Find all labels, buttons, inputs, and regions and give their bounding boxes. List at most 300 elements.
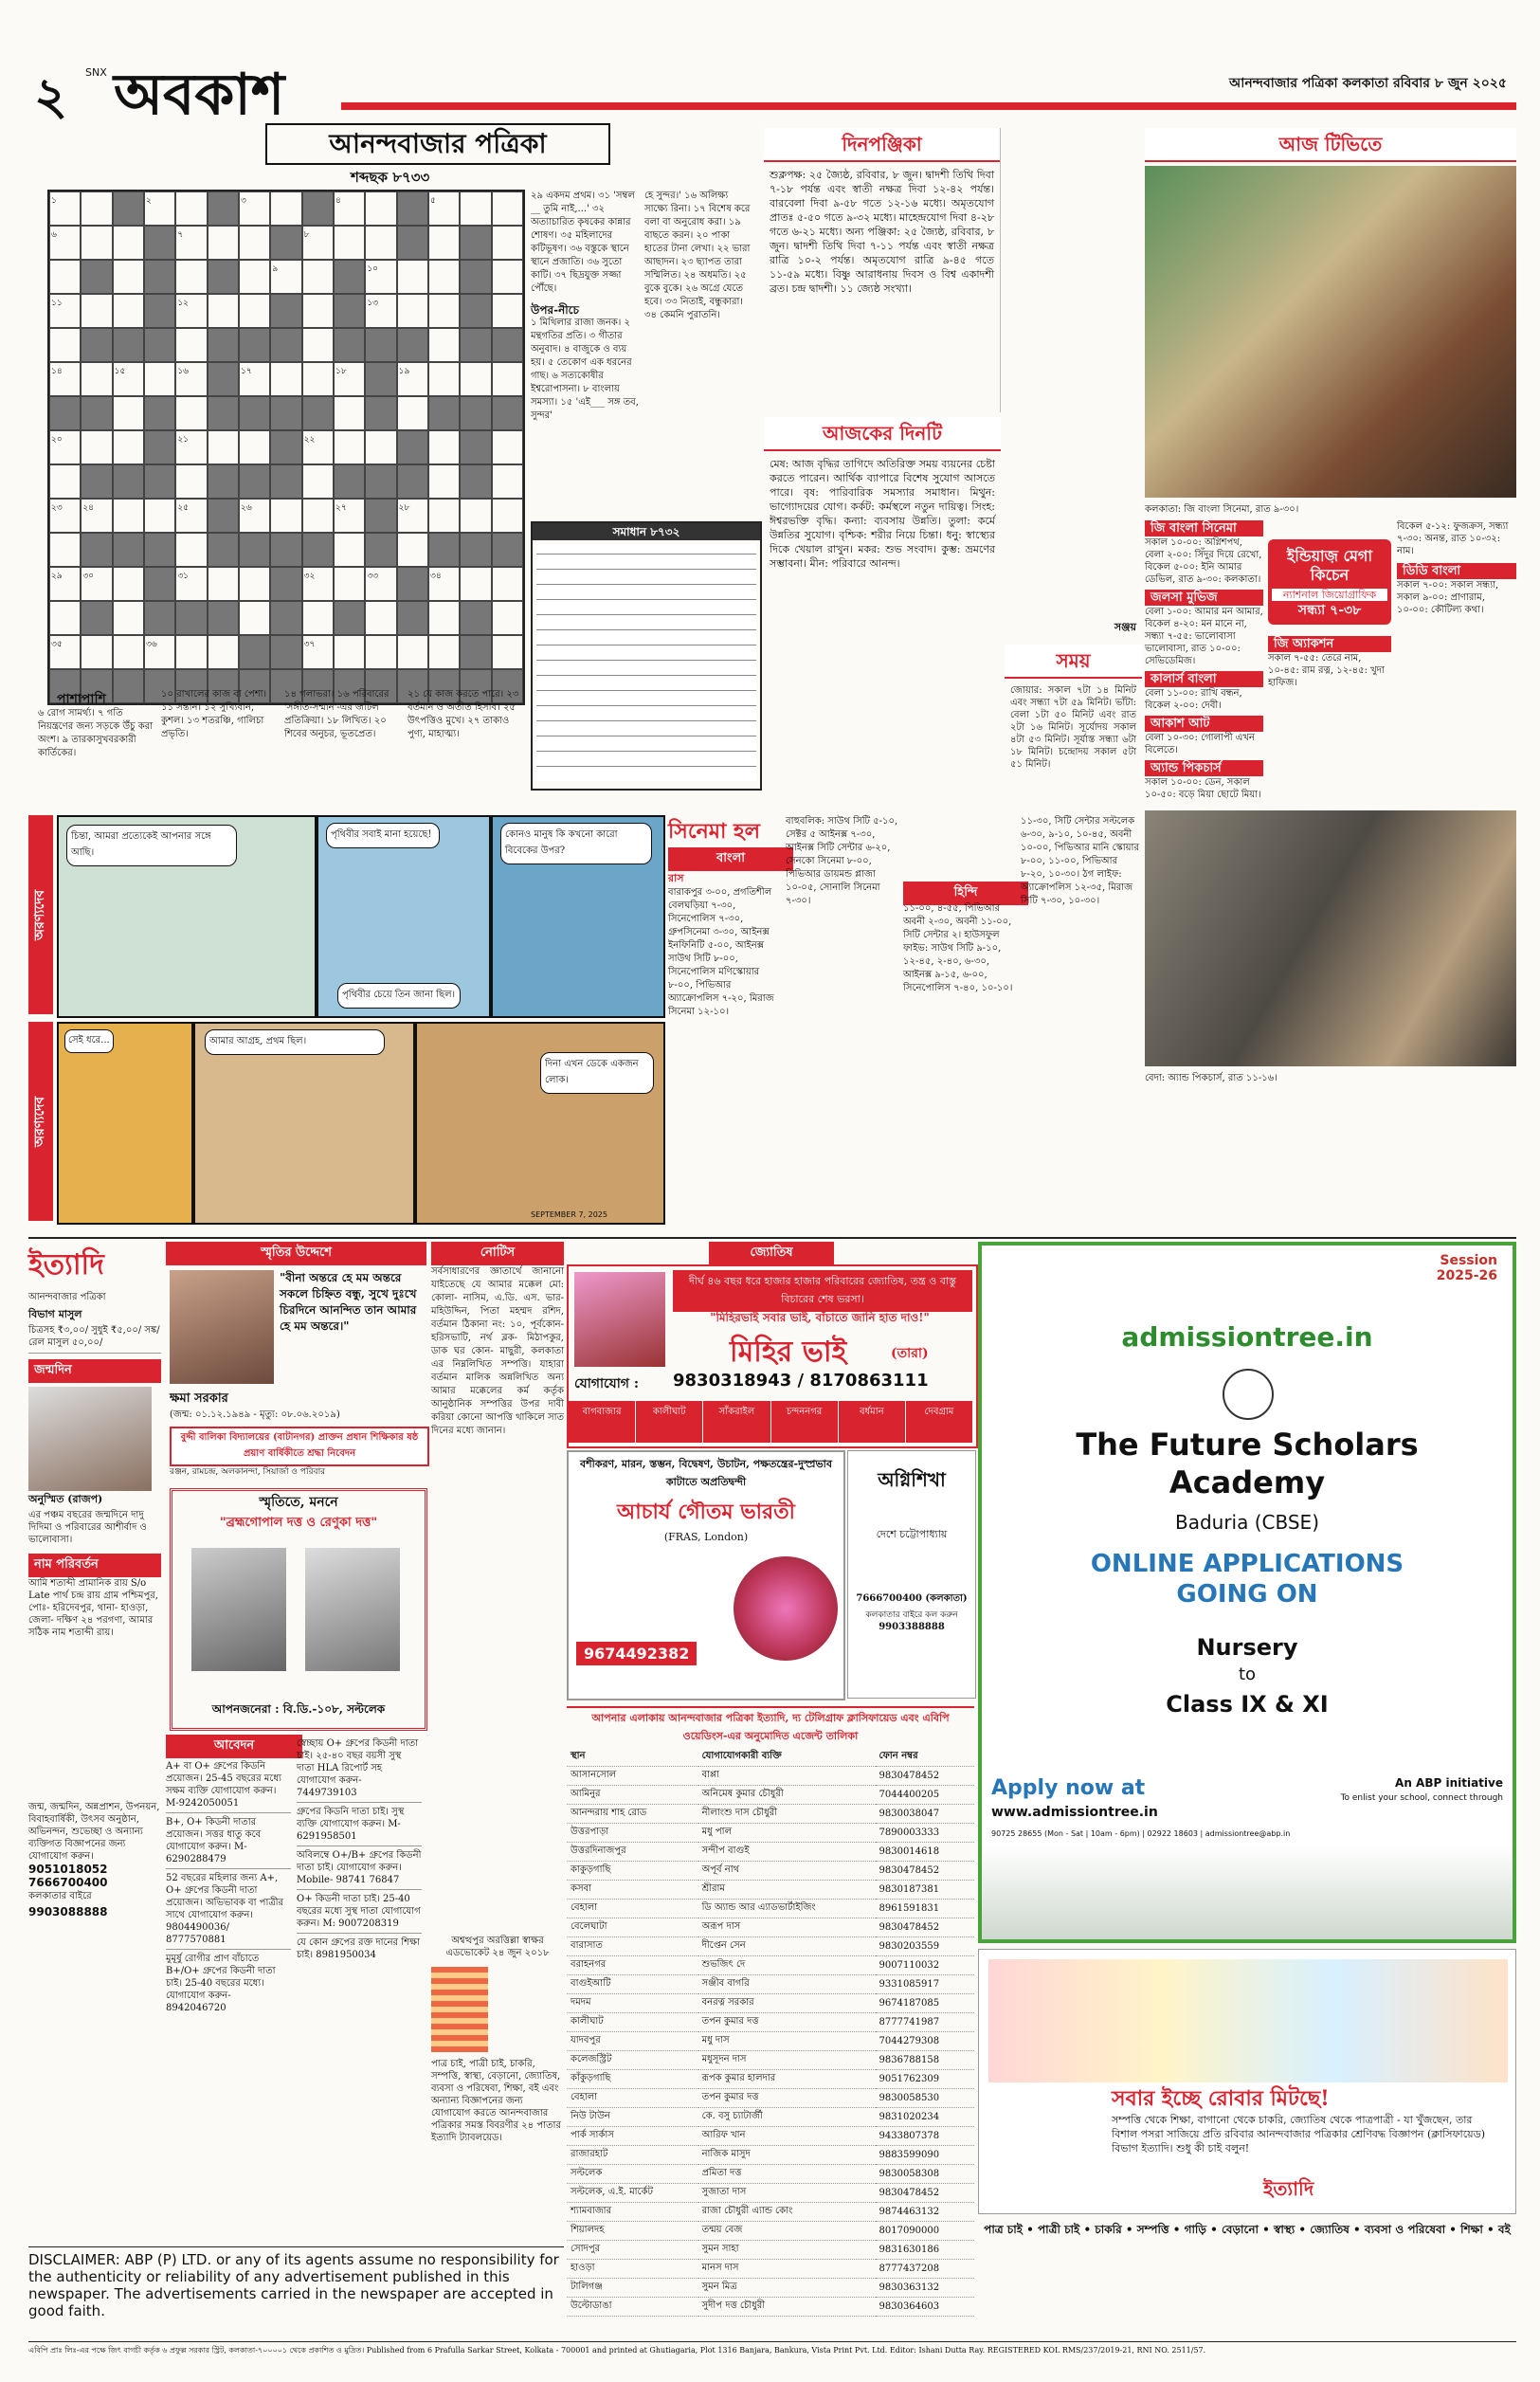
phone-1: 9051018052 bbox=[28, 1863, 108, 1876]
agni-name: দেশে চট্টোপাধ্যায় bbox=[876, 1528, 948, 1540]
comic-date: SEPTEMBER 7, 2025 bbox=[531, 1210, 607, 1219]
online-apps: ONLINE APPLICATIONS GOING ON bbox=[1090, 1550, 1404, 1609]
comic-bubble-6: আমার আগ্রহ, প্রথম ছিল। bbox=[205, 1029, 385, 1055]
wish-ityadi: ইত্যাদি bbox=[1263, 2177, 1314, 2200]
ch-colors-bangla: কালার্স বাংলা bbox=[1145, 671, 1263, 687]
smriti-photo bbox=[170, 1270, 274, 1384]
ch2-text: বেলা ১-০০: আমার মন আমার, বিকেল ৪-২০: মন মানে না, সন্ধ্যা ৭-৫৫: ভালোবাসা ভালোবাসা, রাত ১০-০০: সেভিডেমিজ। bbox=[1145, 607, 1263, 666]
agent-place: বরাহনগর bbox=[567, 1956, 698, 1975]
agni-contact-2: কলকাতার বাইরে কল করুন bbox=[865, 1610, 958, 1620]
agent-place: সল্টলেক bbox=[567, 2165, 698, 2184]
smriti2-photo-1 bbox=[191, 1548, 286, 1671]
agent-phone: 9674187085 bbox=[876, 1994, 975, 2013]
school-name: The Future Scholars Academy bbox=[1076, 1427, 1419, 1500]
agent-place: টালিগঞ্জ bbox=[567, 2279, 698, 2298]
agent-person: তন্ময় বেজ bbox=[698, 2222, 876, 2241]
tv-title: আজ টিভিতে bbox=[1145, 128, 1516, 162]
agent-table bbox=[567, 1748, 974, 2317]
agent-row bbox=[567, 2165, 974, 2184]
rashifal-right bbox=[1005, 128, 1142, 640]
comic-bubble-7: দিনা এখন ডেকে একজন লোক। bbox=[540, 1052, 654, 1094]
classified-bar: পাত্র চাই • পাত্রী চাই • চাকরি • সম্পত্তি • গাড়ি • বেড়ানো • স্বাস্থ্য • জ্যোতিষ • ব্যবসা ও পরিষেবা • শিক্ষা • বই bbox=[984, 2223, 1511, 2236]
agent-phone: 9831020234 bbox=[876, 2108, 975, 2127]
agent-person: শ্রীরাম bbox=[698, 1881, 876, 1900]
smriti2-footer: আপনজনেরা : বি.ডি.-১০৮, সল্টলেক bbox=[211, 1702, 386, 1716]
agent-place: আসানসোল bbox=[567, 1767, 698, 1786]
agent-place: পার্ক সার্কাস bbox=[567, 2127, 698, 2146]
agent-place: বেলেঘাটা bbox=[567, 1918, 698, 1937]
agent-place: যাদবপুর bbox=[567, 2032, 698, 2051]
agent-row bbox=[567, 2222, 974, 2241]
wish-text: সম্পত্তি থেকে শিক্ষা, বাগানো থেকে চাকরি, জ্যোতিষ থেকে পাত্রপাত্রী - যা খুঁজছেন, তার বিশাল পসরা সাজিয়ে প্রতি রবিবার আনন্দবাজার পত্রিকার শ্রেণিবদ্ধ বিজ্ঞাপন (ক্লাসিফায়েড) বিভাগ ইত্যাদি। শুধু কী চাই বলুন! bbox=[1112, 2114, 1485, 2155]
gautam-title: আচার্য গৌতম ভারতী bbox=[617, 1500, 795, 1524]
col-head: স্থান bbox=[567, 1748, 698, 1767]
agent-phone: 9830478452 bbox=[876, 1862, 975, 1881]
agent-phone: 9830478452 bbox=[876, 1918, 975, 1937]
agent-row bbox=[567, 2184, 974, 2203]
school-place: Baduria (CBSE) bbox=[1174, 1511, 1319, 1534]
contacts-text: জন্ম, জন্মদিন, অন্নপ্রাশন, উপনয়ন, বিবাহবার্ষিকী, উৎসব অনুষ্ঠান, অভিনন্দন, শুভেচ্ছা ও অন্যান্য ব্যক্তিগত বিজ্ঞাপনের জন্য যোগাযোগ করুন। bbox=[28, 1802, 160, 1862]
agent-row bbox=[567, 1843, 974, 1862]
panjika-title: দিনপঞ্জিকা bbox=[764, 128, 1000, 162]
place: চন্দননগর bbox=[771, 1401, 839, 1443]
wish-title: সবার ইচ্ছে রোবার মিটছে! bbox=[1112, 2086, 1330, 2111]
agent-person: বাপ্পা bbox=[698, 1767, 876, 1786]
agent-phone: 8017090000 bbox=[876, 2222, 975, 2241]
agni-contact-1: 7666700400 (কলকাতা) bbox=[856, 1593, 968, 1604]
agent-place: বেহালা bbox=[567, 1900, 698, 1918]
ityadi-abp: আনন্দবাজার পত্রিকা bbox=[28, 1292, 106, 1302]
agent-row bbox=[567, 2089, 974, 2108]
ch7-text: সকাল ৭-০০: সকাল সন্ধ্যা, সকাল ৯-০০: প্রাণারাম, ১০-০০: কৌটিল্য কথা। bbox=[1397, 580, 1499, 615]
gautam-sub: (FRAS, London) bbox=[663, 1531, 749, 1543]
comic-bubble-1: চিন্তা, আমরা প্রত্যেকেই আপনার সঙ্গে আছি। bbox=[66, 825, 237, 866]
cinema-title: সিনেমা হল bbox=[668, 819, 761, 844]
agent-row bbox=[567, 1824, 974, 1843]
agent-phone: 9007110032 bbox=[876, 1956, 975, 1975]
smriti-family: রঞ্জন, রামচন্দ্র, অলকানন্দা, সিয়ার্জা ও পরিবার bbox=[170, 1467, 326, 1477]
notice-column bbox=[431, 1242, 564, 2237]
agent-person: মধু দাস bbox=[698, 2032, 876, 2051]
agent-row bbox=[567, 2260, 974, 2279]
mihir-places bbox=[569, 1401, 972, 1443]
ityadi-logo: ইত্যাদি bbox=[28, 1248, 104, 1282]
agent-phone: 9331085917 bbox=[876, 1975, 975, 1994]
agent-place: কাকুড়গাছি bbox=[567, 1862, 698, 1881]
agent-person: নাজিক মাসুদ bbox=[698, 2146, 876, 2165]
cinema-box bbox=[668, 815, 1142, 1223]
abp-sub: To enlist your school, connect through bbox=[1340, 1793, 1503, 1803]
comic-bubble-3: কোনও মানুষ কি কখনো কারো বিবেকের উপর? bbox=[500, 823, 652, 864]
agent-place: আমিনুর bbox=[567, 1786, 698, 1805]
smriti-banner: বুদ্দী বালিকা বিদ্যালয়ের (বাটানগর) প্রাক্তন প্রধান শিক্ষিকার ষষ্ঠ প্রয়াণ বার্ষিকীতে শ্রদ্ধা নিবেদন bbox=[170, 1427, 429, 1466]
agent-list bbox=[567, 1706, 974, 2312]
agent-person: কে. বসু চ্যাটার্জী bbox=[698, 2108, 876, 2127]
agent-place: কলেজস্ট্রিট bbox=[567, 2051, 698, 2070]
imprint: এবিপি প্রাঃ লিঃ-এর পক্ষে জিৎ বাগচী কর্তৃক ৬ প্রফুল্ল সরকার স্ট্রিট, কলকাতা-৭০০০০১ থেকে প্রকাশিত ও মুদ্রিত। Published from 6 Prafulla Sarkar Street, Kolkata - 700001 and printed at Ghutiagaria, Plot 1316 Banjara, Bankura, Vista Print Pvt. Ltd. Editor: Ishani Dutta Ray. REGISTERED KOL RMS/237/2019-21, RNI NO. 2511/57. bbox=[28, 2341, 1516, 2372]
ch3-text: বেলা ১১-০০: রাখি বন্ধন, বিকেল ২-০০: দেবী। bbox=[1145, 688, 1242, 711]
gautam-ad bbox=[567, 1450, 845, 1700]
promo-box bbox=[1268, 539, 1391, 625]
ch4-text: বেলা ১০-৩০: গোলাপী এখন বিলেতে। bbox=[1145, 733, 1255, 755]
agent-phone: 9830014618 bbox=[876, 1843, 975, 1862]
agent-person: মানস দাস bbox=[698, 2260, 876, 2279]
smriti2-names: "ব্রহ্মগোপাল দত্ত ও রেণুকা দত্ত" bbox=[219, 1516, 378, 1530]
mihir-banner-1: দীর্ঘ ৪৬ বছর ধরে হাজার হাজার পরিবারের জ্যোতিষ, তন্ত্র ও বাস্তু বিচারের শেষ ভরসা। bbox=[673, 1270, 972, 1312]
abedan2-item: স্বেচ্ছায় O+ গ্রুপের কিডনী দাতা চাই। ২৫-৪০ বছর বয়সী সুস্থ দাতা HLA রিপোর্ট সহ যোগাযোগ করুন- 7449739103 bbox=[297, 1735, 422, 1803]
agent-phone: 8777741987 bbox=[876, 2013, 975, 2032]
place: দেবগ্রাম bbox=[906, 1401, 972, 1443]
jyotish-column bbox=[567, 1242, 974, 2312]
agent-person: সঞ্জীব বাগরি bbox=[698, 1975, 876, 1994]
comic-panel-5 bbox=[193, 1022, 415, 1225]
agent-person: অনিমেষ কুমার চৌধুরী bbox=[698, 1786, 876, 1805]
agnishikha-ad bbox=[847, 1450, 976, 1699]
agent-person: সুদীপ দত্ত চৌধুরী bbox=[698, 2298, 876, 2317]
masthead-rule bbox=[341, 102, 1516, 110]
footer-bar-left: পাত্র চাই, পাত্রী চাই, চাকরি, সম্পত্তি, স্বাস্থ্য, বেড়ানো, জ্যোতিষ, ব্যবসা ও পরিষেবা, শিক্ষা, বই এবং অন্যান্য বিজ্ঞাপনের জন্য যোগাযোগ করতে আনন্দবাজার পত্রিকার সমস্ত বিবরণীর ২৪ পাতার ইত্যাদি ট্যাবলয়েড। bbox=[431, 2059, 561, 2143]
comic-strip bbox=[28, 815, 663, 1223]
agent-phone: 8777437208 bbox=[876, 2260, 975, 2279]
admission-session: Session 2025-26 bbox=[1436, 1253, 1497, 1283]
cinema-bangla: বাংলা bbox=[668, 847, 793, 871]
comic-panel-4 bbox=[57, 1022, 193, 1225]
agent-phone: 7044279308 bbox=[876, 2032, 975, 2051]
agent-person: তপন কুমার দত্ত bbox=[698, 2013, 876, 2032]
ch-zee-bangla-cinema: জি বাংলা সিনেমা bbox=[1145, 520, 1263, 536]
agent-phone: 9051762309 bbox=[876, 2070, 975, 2089]
rashifal-text: মেষ: আজ বৃদ্ধির তাগিদে অতিরিক্ত সময় ব্যয়নের চেষ্টা করতে পারেন। আর্থিক ব্যাপারে বিশেষ সুযোগ আসতে পারে। বৃষ: পারিবারিক সমস্যার সমাধান। মিথুন: ভাগ্যোদয়ের যোগ। কর্কট: কর্মস্থলে নতুন দায়িত্ব। সিংহ: ঈশ্বরভক্তি বৃদ্ধি। কন্যা: ব্যবসায় উন্নতি। তুলা: কর্মে উন্নতির সুযোগ। বৃশ্চিক: শরীর নিয়ে চিন্তা। ধনু: স্বাস্থ্যের দিকে খেয়াল রাখুন। মকর: শুভ সংবাদ। কুম্ভ: ভ্রমণের সম্ভাবনা। মীন: পরিবারে আনন্দ। bbox=[770, 458, 995, 570]
gautam-text: বশীকরণ, মারন, স্তম্ভন, বিদ্বেষণ, উচাটন, পক্ষতন্ত্রের-দুস্প্রভাব কাটাতে অপ্রতিদ্বন্দী bbox=[580, 1458, 832, 1488]
agent-row bbox=[567, 2146, 974, 2165]
agent-person: তপন কুমার দত্ত bbox=[698, 2089, 876, 2108]
place: সাঁকরাইল bbox=[703, 1401, 770, 1443]
agent-phone: 9830364603 bbox=[876, 2298, 975, 2317]
place: বাগবাজার bbox=[569, 1401, 636, 1443]
abedan-list bbox=[166, 1757, 291, 2017]
abedan2-item: O+ কিডনী দাতা চাই। 25-40 বছরের মধ্যে সুস্থ দাতা যোগাযোগ করুন। M: 9007208319 bbox=[297, 1890, 422, 1934]
birthday-photo bbox=[28, 1387, 152, 1491]
agent-phone: 7890003333 bbox=[876, 1824, 975, 1843]
agent-person: সুজাতা দাস bbox=[698, 2184, 876, 2203]
agent-phone: 9830478452 bbox=[876, 2184, 975, 2203]
phone-3: কলকাতার বাইরে bbox=[28, 1891, 92, 1901]
cinema-hindi: হিন্দি bbox=[903, 882, 1028, 905]
panjika-text: শুক্লপক্ষ: ২৫ জ্যৈষ্ঠ, রবিবার, ৮ জুন। দ্বাদশী তিথি দিবা ৭-১৮ পর্যন্ত এবং স্বাতী নক্ষত্র দিবা ১২-৪২ পর্যন্ত। বারবেলা দিবা ৯-৫৮ গতে ১২-১৬ মধ্যে। অমৃতযোগ প্রাতঃ ৫-৫০ গতে ৯-৩২ মধ্যে। মাহেন্দ্রযোগ দিবা ৪-২৮ গতে ৬-২১ মধ্যে। অন্য পঞ্জিকা: ২৫ জ্যৈষ্ঠ, রবিবার, ৮ জুন। দ্বাদশী তিথি দিবা ৭-১১ পর্যন্ত এবং স্বাতী নক্ষত্র রাত্রি ১০-২ পর্যন্ত। অমৃতযোগ রাত্রি ৯-৪৫ গতে ১১-৫৯ মধ্যে। বিষ্ণু আরাধনায় দিবস ও বিশ্ব একাদশী ব্রত। চন্দ্র দ্বাদশী। ১১ জ্যেষ্ঠ সংখ্যা। bbox=[770, 169, 994, 295]
section-code: SNX bbox=[85, 66, 107, 79]
comic-side-2: অরণ্যদেব bbox=[28, 1022, 53, 1221]
abedan2-item: যে কোন গ্রুপের রক্ত দানের শিক্ষা চাই। 8981950034 bbox=[297, 1937, 421, 1960]
agent-phone: 7044400205 bbox=[876, 1786, 975, 1805]
agent-phone: 9830478452 bbox=[876, 1767, 975, 1786]
comic-side-1: অরণ্যদেব bbox=[28, 815, 53, 1014]
abedan2-item: অবিলম্বে O+/B+ গ্রুপের কিডনী দাতা চাই। যোগাযোগ করুন। Mobile- 98741 76847 bbox=[297, 1846, 422, 1890]
across-col-2: ১০ রাখালের কাজ বা পেশা। ১১ সন্তান। ১২ সুখ্যিবান, কুশল। ১৩ শতরঞ্চি, গালিচা প্রভৃতি। bbox=[161, 689, 267, 739]
notice-thumbnail bbox=[431, 1967, 488, 2052]
agent-place: বারাসাত bbox=[567, 1937, 698, 1956]
agent-place: আনন্দরায় শাহ রোড bbox=[567, 1805, 698, 1824]
notice-text: সর্বসাধারণের জ্ঞাতার্থে জানানো যাইতেছে যে আমার মক্কেল মো: কোলা- নাসিম, এ.ডি. এস. ভার- মহিউদ্দিন, পিতা মহম্মদ রশিদ, বর্তমান ঠিকানা নং: ১০, পূর্বকোন- হরিসভাটি, নর্থ ব্লক- মিঠাপকুর, ডাক ঘর কোন- মাছুরী, কলকাতা এর নিম্নলিখিত সম্পত্তি। যাহারা বর্তমান মালিক অন্নলিখিত অন্য আমার মক্কেলের কর্ম কর্তৃক আনুষ্ঠানিক সম্পত্তির উপর দাবী করিয়া কোনো আপত্তি থাকিলে সাত দিনের মধ্যে জানান। bbox=[431, 1266, 564, 1436]
grades-3: Class IX & XI bbox=[1166, 1691, 1329, 1718]
cinema-col-4: ১১-৩০, সিটি সেন্টার সল্টলেক ৬-৩০, ৯-১০, ১০-৪৫, অবনী ১০-০০, পিভিআর মানি স্কোয়ার ৮-০০, ১১-০০, পিভিআর ৮-২০, ১০-৩০। ঠগ লাইফ: অ্যাক্রোপলিস ১২-৩৫, মিরাজ সিটি ৭-৩০, ১০-৩০। bbox=[1021, 816, 1139, 906]
ch-and-pictures: অ্যান্ড পিকচার্স bbox=[1145, 760, 1263, 776]
promo-title: ইন্ডিয়াজ় মেগা কিচেন bbox=[1286, 547, 1373, 584]
agent-place: উত্তরদিনাজপুর bbox=[567, 1843, 698, 1862]
ch6-text: সকাল ৭-৫৫: তেরে নাম, ১০-৪৫: রাম রত্ন, ১২-৪৫: খুদা হাফিজ। bbox=[1268, 653, 1385, 688]
admission-ad bbox=[978, 1242, 1516, 1943]
apply-now: Apply now at bbox=[991, 1776, 1146, 1800]
city-illustration bbox=[982, 1845, 1513, 1939]
agent-phone: 9830203559 bbox=[876, 1937, 975, 1956]
grades-1: Nursery bbox=[1196, 1634, 1298, 1661]
agent-row bbox=[567, 1786, 974, 1805]
agent-person: রূপক কুমার হালদার bbox=[698, 2070, 876, 2089]
agent-phone: 9830038047 bbox=[876, 1805, 975, 1824]
mihir-contact-label: যোগাযোগ : bbox=[574, 1376, 640, 1391]
crossword-clues-right bbox=[531, 190, 640, 423]
agent-row bbox=[567, 2127, 974, 2146]
solution-box bbox=[531, 521, 762, 791]
agent-place: শ্যামবাজার bbox=[567, 2203, 698, 2222]
ch1-text: সকাল ১০-০০: অগ্নিশপথ, বেলা ২-০০: সিঁদুর দিয়ে রেখো, বিকেল ৫-০০: ইনি আমার ডেভিল, রাত ৯-৩০: কলকাতা। bbox=[1145, 537, 1262, 585]
agent-place: উল্টোডাঙা bbox=[567, 2298, 698, 2317]
agent-phone: 9830187381 bbox=[876, 1881, 975, 1900]
smriti-column bbox=[166, 1242, 426, 2057]
clues-down-text: ১ মিথিলার রাজা জনক। ২ মন্থগতির প্রতি। ৩ গীতার অনুবাদ। ৪ বাজুকে ও ব্যয় হয়। ৫ তেকোণ এক ধরনের গাছ। ৬ সত্যকোষীর ইশ্বরোপাসনা। ৮ বাংলায় সমস্যা। ১৫ 'এই___ সঙ্গ তব, সুন্দর' bbox=[531, 318, 639, 421]
smriti-head: স্মৃতির উদ্দেশে bbox=[166, 1242, 426, 1265]
agent-phone: 9836788158 bbox=[876, 2051, 975, 2070]
section-title: অবকাশ bbox=[114, 62, 285, 128]
abedan-head: আবেদন bbox=[166, 1735, 302, 1758]
agent-header: আপনার এলাকায় আনন্দবাজার পত্রিকা ইত্যাদি, দ্য টেলিগ্রাফ ক্লাসিফায়েড এবং এবিপি ওয়েডিংস-এর অনুমোদিত এজেন্ট তালিকা bbox=[591, 1712, 950, 1742]
agent-row bbox=[567, 1956, 974, 1975]
samay-text: জোয়ার: সকাল ৭টা ১৪ মিনিট এবং সন্ধ্যা ৭টা ৫৯ মিনিট। ভাঁটা: বেলা ১টা ৫০ মিনিট এবং রাত ২টা ১৬ মিনিট। সূর্যোদয় সকাল ৪টা ৫৩ মিনিট। সূর্যাস্ত সন্ধ্যা ৬টা ১৮ মিনিট। চন্দ্রোদয় সকাল ৫টা ৫১ মিনিট। bbox=[1010, 685, 1136, 770]
ch-zee-action: জি অ্যাকশন bbox=[1268, 636, 1391, 652]
solution-grid bbox=[536, 544, 756, 781]
agent-person: অপূর্ব নাথ bbox=[698, 1862, 876, 1881]
smriti2-photo-2 bbox=[305, 1548, 400, 1671]
comic-bubble-5: সেই ধরে... bbox=[64, 1029, 114, 1053]
section-divider bbox=[28, 1237, 1516, 1239]
agent-row bbox=[567, 1862, 974, 1881]
rashifal-box bbox=[764, 417, 1001, 806]
name-change-text: আমি শতাব্দী প্রামানিক রায় S/o Late পার্থ চন্দ্র রায় গ্রাম পশ্চিমপুর, পোঃ- হরিদেবপুর, থানা- হাওড়া, জেলা- দক্ষিণ ২৪ পরগণা, আমার সঠিক নাম শতাব্দী রায়। bbox=[28, 1578, 158, 1638]
panjika-box bbox=[764, 128, 1001, 412]
agent-row bbox=[567, 2032, 974, 2051]
agent-place: শিয়ালদহ bbox=[567, 2222, 698, 2241]
agent-place: কাঁকুড়গাছি bbox=[567, 2070, 698, 2089]
agent-row bbox=[567, 2051, 974, 2070]
agent-person: প্রমিতা দত্ত bbox=[698, 2165, 876, 2184]
disclaimer: DISCLAIMER: ABP (P) LTD. or any of its agents assume no responsibility for the authenticity or reliability of any advertisement published in this newspaper. The advertisements carried in the newspaper are accepted in good faith. bbox=[28, 2246, 564, 2322]
comic-bubble-2: পৃথিবীর সবাই মানা হয়েছে! bbox=[326, 823, 440, 848]
agent-row bbox=[567, 2013, 974, 2032]
abedan-item: A+ বা O+ গ্রুপের কিডনি প্রয়োজন। 25-45 বছরের মধ্যে সক্ষম ব্যক্তি যোগাযোগ করুন। M-9242050051 bbox=[166, 1757, 291, 1813]
wish-icons bbox=[988, 1959, 1508, 2082]
ityadi-column bbox=[28, 1242, 161, 2237]
agent-place: দমদম bbox=[567, 1994, 698, 2013]
admission-site: admissiontree.in bbox=[1121, 1321, 1373, 1353]
mihir-name: মিহির ভাই bbox=[730, 1336, 847, 1369]
across-col-3: ১৪ গলাভরা। ১৬ পরিবারের 'সঙ্গীত-সম্মান'-এর জটিল প্রতিক্রিয়া। ১৮ লিখিত। ২০ শিবের অনুচর, ভূতপ্রেত। bbox=[284, 689, 390, 739]
smriti2-box bbox=[170, 1488, 427, 1731]
agent-person: সুমন সাহা bbox=[698, 2241, 876, 2260]
birthday-name: অনুস্মিত (রাজপ) bbox=[28, 1493, 103, 1505]
ch-dd-bangla: ডিডি বাংলা bbox=[1397, 563, 1516, 579]
agent-phone: 9830058308 bbox=[876, 2165, 975, 2184]
admission-contact: 90725 28655 (Mon - Sat | 10am - 6pm) | 02922 18603 | admissiontree@abp.in bbox=[991, 1829, 1291, 1838]
ch5-text: সকাল ১০-০০: ডেন, সকাল ১০-৫০: বড়ে মিয়া ছোটে মিয়া। bbox=[1145, 777, 1261, 800]
comic-panel-1 bbox=[57, 815, 317, 1018]
col-head: যোগাযোগকারী ব্যক্তি bbox=[698, 1748, 876, 1767]
grades-2: to bbox=[1238, 1664, 1257, 1684]
cinema-col-1: বারাকপুর ৩-০০, প্রগতিশীল বেলঘড়িয়া ৭-৩০, সিনেপোলিস ৭-৩০, গ্রুপসিনেমা ৩-৩০, আইনক্স ইনফিনিটি ৫-০০, আইনক্স সাউথ সিটি ৮-০০, সিনেপোলিস মণিস্কোয়ার ৮-০০, পিভিআর অ্যাক্রোপলিস ৭-২০, মিরাজ সিনেমা ১২-১০। bbox=[668, 887, 774, 1017]
ityadi-rates: চিত্রসহ ₹৩,০০/ সুধুই ₹৫,০০/ সঙ্ক/রেল মাসুল ৫০,০০/ bbox=[28, 1324, 161, 1354]
rashifal-byline: সঞ্জয় bbox=[1114, 621, 1136, 633]
cinema-col-3: ১১-০০, ৪-৫৫, পিভিআর অবনী ২-৩০, অবনী ১১-০০, সিটি সেন্টার ২। হাউসফুল ফাইভ: সাউথ সিটি ৯-১০, ১২-৪৫, ২-৪০, ৬-৩০, আইনক্স ৯-১৫, ৬-০০, সিনেপোলিস ৭-৪০, ১০-১০। bbox=[903, 903, 1013, 993]
agent-row bbox=[567, 1767, 974, 1786]
tv-caption-1: কলকাতা: জি বাংলা সিনেমা, রাত ৯-৩০। bbox=[1145, 504, 1299, 515]
tv-photo-2 bbox=[1145, 810, 1516, 1066]
mihir-tag: (তারা) bbox=[891, 1346, 929, 1361]
agent-person: দীপ্তেন সেন bbox=[698, 1937, 876, 1956]
samay-box bbox=[1005, 645, 1142, 806]
across-col-1: ৬ রোগ সামর্থ্য। ৭ গতি নিয়ন্ত্রণের জন্য সড়কে উঁচু করা অংশ। ৯ তারকাসুখবরকারী কার্তিকের। bbox=[38, 708, 154, 758]
agent-phone: 9830058530 bbox=[876, 2089, 975, 2108]
smriti2-title: স্মৃতিতে, মননে bbox=[259, 1495, 338, 1510]
agent-phone: 9874463132 bbox=[876, 2203, 975, 2222]
crossword-clues-mid: হে সুন্দর।' ১৬ অলিক্ষ্য সাক্ষ্যে রিনা। ১৭ বিশেষ করে বলা বা অনুরোধ করা। ১৯ বাছতে করন। ২০ পাকা হাতের টানা লেখা। ২২ ভারা আছাদন। ২৩ ছ্যাপত তারা সম্মিলিত। ২৪ অধমতি। ২৫ বুকে বুকে। ২৬ অগ্রে যেতে হবে। ৩৩ নিতাই, বন্ধুকারা। ৩৪ কেমনি পুরাতনি। bbox=[644, 191, 751, 320]
agent-row bbox=[567, 1881, 974, 1900]
agent-row bbox=[567, 2203, 974, 2222]
ch-jalsha-movies: জলসা মুভিজ bbox=[1145, 590, 1263, 606]
mihir-photo bbox=[574, 1272, 665, 1367]
col-head: ফোন নম্বর bbox=[876, 1748, 975, 1767]
agent-phone: 9831630186 bbox=[876, 2241, 975, 2260]
solution-title: সমাধান ৮৭৩২ bbox=[533, 523, 760, 540]
notice-head: নোটিস bbox=[431, 1242, 564, 1265]
agent-phone: 9433807378 bbox=[876, 2127, 975, 2146]
promo-time: সন্ধ্যা ৭-৩৮ bbox=[1297, 603, 1362, 618]
samay-title: সময় bbox=[1005, 645, 1142, 679]
agnishikha-logo: অগ্নিশিখা bbox=[878, 1468, 946, 1491]
agent-person: বনরত্ন সরকার bbox=[698, 1994, 876, 2013]
rashifal-title: আজকের দিনটি bbox=[764, 417, 1001, 451]
agent-person: সুমন মিত্র bbox=[698, 2279, 876, 2298]
agent-row bbox=[567, 2298, 974, 2317]
agent-row bbox=[567, 2070, 974, 2089]
agent-place: কালীঘাট bbox=[567, 2013, 698, 2032]
page-number: ২ bbox=[34, 65, 68, 126]
agent-place: রাজারহাট bbox=[567, 2146, 698, 2165]
notice-signed: অশ্বত্থপুর অরত্তিল্লা স্বাক্ষর এডভোকেট ২৪ জুন ২০১৮ bbox=[445, 1936, 550, 1958]
gautam-photo bbox=[734, 1556, 838, 1661]
agent-row bbox=[567, 1900, 974, 1918]
agent-row bbox=[567, 2279, 974, 2298]
abp-initiative: An ABP initiative bbox=[1395, 1776, 1503, 1790]
date-line: আনন্দবাজার পত্রিকা কলকাতা রবিবার ৮ জুন ২০২৫ bbox=[1228, 76, 1507, 91]
agent-place: কসবা bbox=[567, 1881, 698, 1900]
place: কালীঘাট bbox=[636, 1401, 703, 1443]
tv-section bbox=[1145, 128, 1516, 1090]
agent-phone: 8961591831 bbox=[876, 1900, 975, 1918]
clues-right-text: ২৯ একদম প্রথম। ৩১ 'সম্বল __ তুমি নাই,...' ৩২ অত্যাচারিত কৃষকের কান্নার শোষণ। ৩৫ মহিলাদের কটিভূষণ। ৩৬ বস্তুকে স্থানে স্থানে প্রজাতি। ৩৬ সুতো কাটি। ৩৭ ছিদ্রযুক্ত সজ্জা পৌঁছে। bbox=[531, 191, 635, 294]
agent-place: বেহালা bbox=[567, 2089, 698, 2108]
smriti-dates: (জন্ম: ০১.১২.১৯৪৯ - মৃত্যু: ০৮.০৬.২০১৯) bbox=[170, 1409, 340, 1420]
comic-bubble-4: পৃথিবীর চেয়ে তিন জানা ছিল। bbox=[337, 983, 461, 1009]
agent-row bbox=[567, 1975, 974, 1994]
abedan2-item: গ্রুপের কিডনি দাতা চাই। সুস্থ ব্যক্তি যোগাযোগ করুন। M-6291958501 bbox=[297, 1803, 422, 1846]
phone-2: 7666700400 bbox=[28, 1876, 108, 1889]
mihir-ad bbox=[567, 1264, 978, 1448]
down-heading: উপর-নীচে bbox=[531, 303, 579, 317]
abedan2-list bbox=[297, 1735, 422, 1964]
agent-row bbox=[567, 2241, 974, 2260]
name-change-head: নাম পরিবর্তন bbox=[28, 1554, 161, 1577]
tv-caption-2: বেদা: অ্যান্ড পিকচার্স, রাত ১১-১৬। bbox=[1145, 1073, 1277, 1083]
crossword-brand: আনন্দবাজার পত্রিকা bbox=[265, 123, 610, 165]
comic-panel-3 bbox=[491, 815, 665, 1018]
birthday-text: এর পঞ্চম বছরের জন্মদিনে দাদু দিদিমা ও পরিবারের আশীর্বাদ ও ভালোবাসা। bbox=[28, 1510, 147, 1545]
agent-row bbox=[567, 1994, 974, 2013]
agent-phone: 9830363132 bbox=[876, 2279, 975, 2298]
agent-phone: 9883599090 bbox=[876, 2146, 975, 2165]
agent-place: হাওড়া bbox=[567, 2260, 698, 2279]
crossword-title: শব্দছক ৮৭৩৩ bbox=[351, 169, 430, 186]
agent-row bbox=[567, 1918, 974, 1937]
agent-row bbox=[567, 1805, 974, 1824]
gautam-phone: 9674492382 bbox=[576, 1642, 697, 1665]
agent-row bbox=[567, 1937, 974, 1956]
agent-person: শুভজিৎ দে bbox=[698, 1956, 876, 1975]
smriti-name: ক্ষমা সরকার bbox=[170, 1391, 228, 1406]
agent-place: নিউ টাউন bbox=[567, 2108, 698, 2127]
school-logo bbox=[1223, 1369, 1274, 1420]
agent-person: মধু পাল bbox=[698, 1824, 876, 1843]
tv-photo-1 bbox=[1145, 166, 1516, 498]
promo-channel: ন্যাশনাল জিয়োগ্রাফিক bbox=[1272, 589, 1387, 601]
agent-place: বাগুইআটি bbox=[567, 1975, 698, 1994]
masthead bbox=[28, 57, 1516, 128]
agent-person: রাজা চৌধুরী এ্যান্ড কোং bbox=[698, 2203, 876, 2222]
agent-person: সন্দীপ বাগুই bbox=[698, 1843, 876, 1862]
abedan-item: B+, O+ কিডনী দাতার প্রয়োজন। সত্তর ধাতু কবে যোগাযোগ করুন। M-6290288479 bbox=[166, 1813, 291, 1869]
wish-ad bbox=[978, 1949, 1516, 2214]
agent-person: ডি অ্যান্ড আর এ্যাডভার্টাইজিং bbox=[698, 1900, 876, 1918]
jyotish-head: জ্যোতিষ bbox=[709, 1242, 834, 1265]
place: বর্ধমান bbox=[839, 1401, 906, 1443]
phone-4: 9903088888 bbox=[28, 1905, 108, 1918]
agent-place: উত্তরপাড়া bbox=[567, 1824, 698, 1843]
agni-contact-3: 9903388888 bbox=[879, 1622, 945, 1632]
agent-person: নীলাংশু দাস চৌধুরী bbox=[698, 1805, 876, 1824]
mihir-contact: 9830318943 / 8170863111 bbox=[673, 1371, 929, 1391]
smriti-quote: "বীনা অন্তরে হে মম অন্তরে সকলে চিহ্নিত বন্ধু, সুখে দুঃখে চিরদিনে আনন্দিত তান আমার হে মম অন্তরে।" bbox=[280, 1271, 417, 1333]
agent-person: অরূপ দাস bbox=[698, 1918, 876, 1937]
abedan-item: মুমূর্ষু রোগীর প্রাণ বাঁচাতে B+/O+ গ্রুপের কিডনী দাতা চাই। 25-40 বছরের মধ্যে। যোগাযোগ করুন- 8942046720 bbox=[166, 1954, 276, 2013]
comic-panel-6 bbox=[415, 1022, 665, 1225]
apply-url[interactable]: www.admissiontree.in bbox=[991, 1805, 1158, 1820]
crossword-grid[interactable]: ১ ২ ৩ ৪ ৫ ৬ ৭ ৮ ৯ ১০ ১১ ১২ ১৩ ১৪ ১৫ ১৬ ১৭ ১৮ ১৯ ২০ ২১ ২২ ২৩ ২৪ ২৫ ২৬ ২৭ ২৮ ২৯ ৩০ ৩১ ৩২ ৩৩ ৩৪ ৩৫ ৩৬ ৩৭ bbox=[47, 190, 525, 705]
agent-person: আরিফ খান bbox=[698, 2127, 876, 2146]
across-heading: পাশাপাশি bbox=[57, 692, 106, 707]
mihir-banner-2: "মিহিরভাই সবার ভাই, বাঁচাতে জানি হাত দাও!" bbox=[710, 1311, 930, 1324]
ityadi-sub: বিভাগ মাসুল bbox=[28, 1308, 82, 1320]
cinema-raj: রাস bbox=[668, 872, 684, 884]
cinema-col-2: বাহুবলিক: সাউথ সিটি ৫-১০, সেক্টর ৫ আইনক্স ৭-৩০, আইনক্স সিটি সেন্টার ৬-২০, সেনকো সিনেমা ৮-০০, পিভিআর ডায়মন্ড প্লাজা ১০-০৫, সোনালি সিনেমা ৭-৩০। bbox=[786, 816, 898, 906]
agent-person: মধুসূদন দাস bbox=[698, 2051, 876, 2070]
janmadin-head: জন্মদিন bbox=[28, 1359, 161, 1383]
